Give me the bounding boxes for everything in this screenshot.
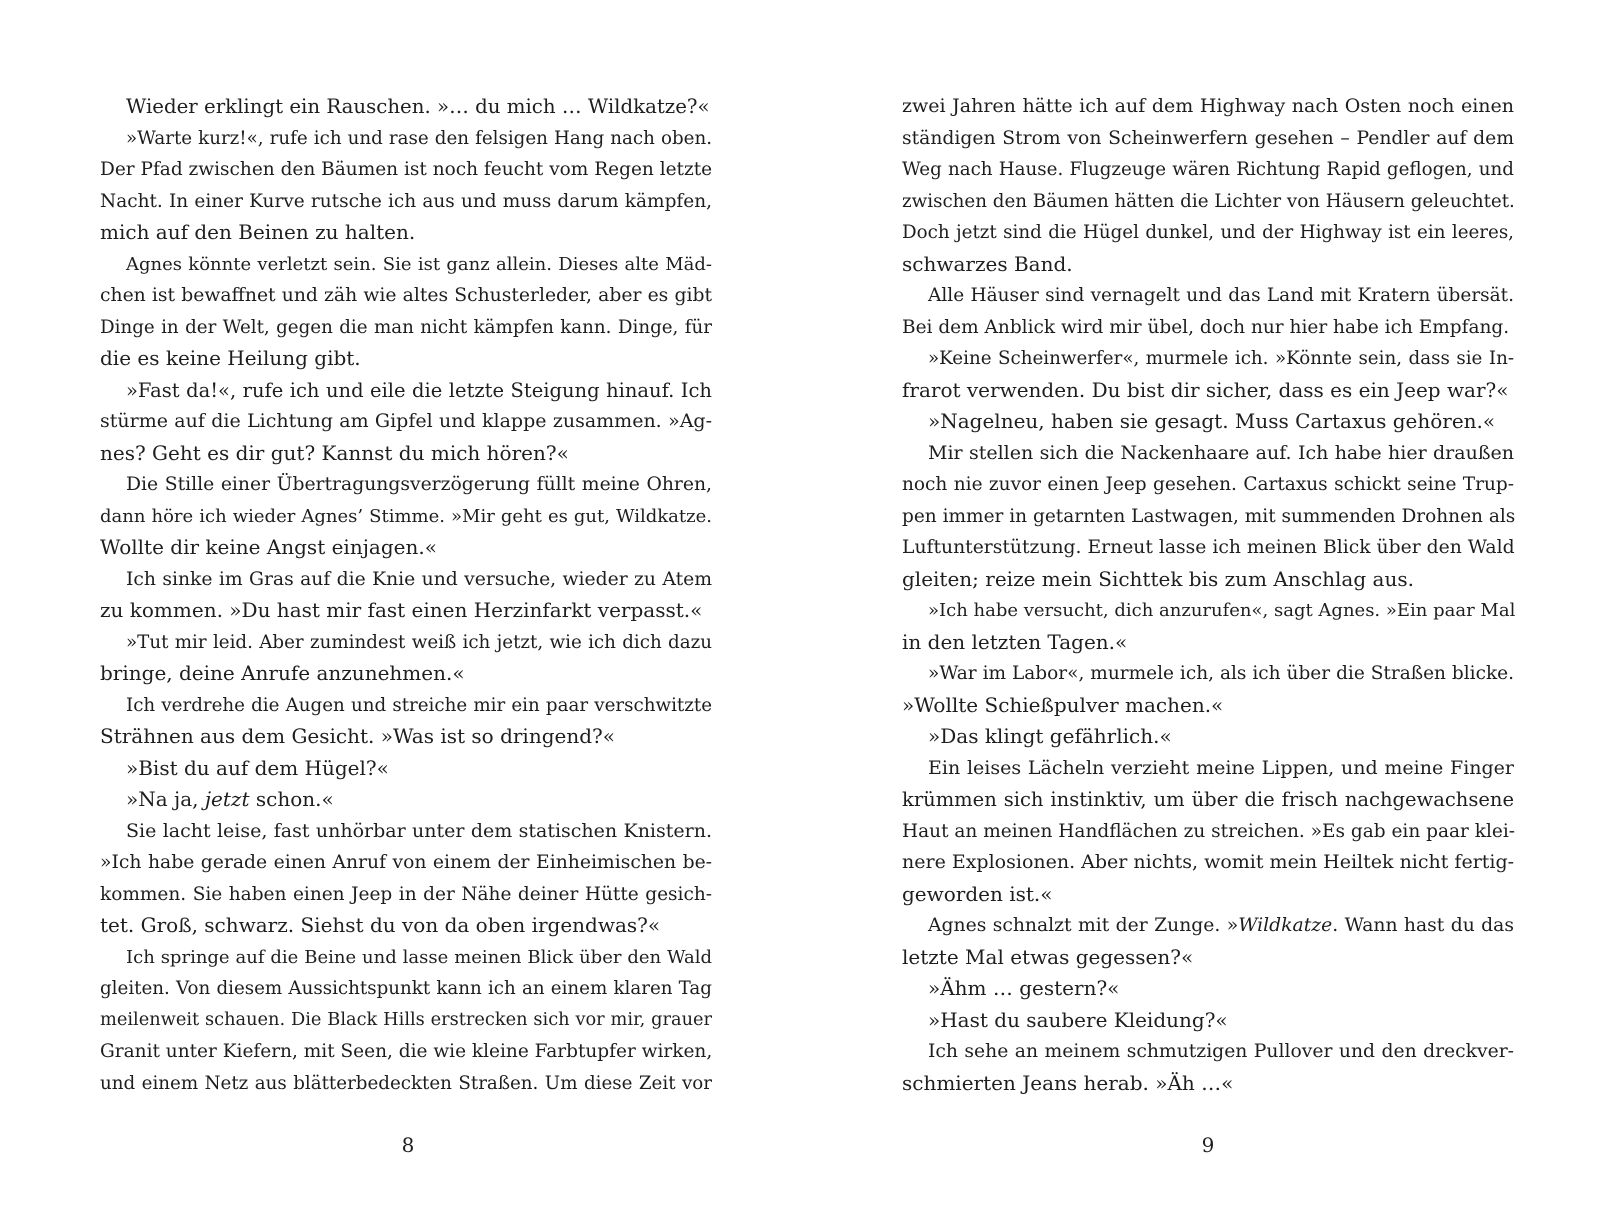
text-line: »Ähm … gestern?«	[928, 976, 1120, 1000]
text-line: tet. Groß, schwarz. Siehst du von da oben irgendwas?«	[100, 913, 661, 937]
text-line: Wollte dir keine Angst einjagen.«	[100, 535, 437, 559]
text-line: »Bist du auf dem Hügel?«	[126, 755, 389, 780]
text-line: Wieder erklingt ein Rauschen. »… du mich … Wildkatze?«	[126, 95, 710, 118]
text-line: »Warte kurz!«, rufe ich und rase den felsigen Hang nach oben.	[126, 127, 712, 149]
text-line: chen ist bewaffnet und zäh wie altes Schusterleder, aber es gibt	[100, 285, 712, 306]
text-line: Dinge in der Welt, gegen die man nicht kämpfen kann. Dinge, für	[100, 316, 712, 338]
text-line: Agnes könnte verletzt sein. Sie ist ganz allein. Dieses alte Mäd-	[126, 253, 712, 275]
left-page-number: 8	[401, 1133, 415, 1157]
text-line: Ein leises Lächeln verzieht meine Lippen, und meine Finger	[928, 756, 1514, 779]
left-page-text	[100, 91, 712, 1099]
text-line: Doch jetzt sind die Hügel dunkel, und der Highway ist ein leeres,	[902, 222, 1514, 243]
text-line: »Fast da!«, rufe ich und eile die letzte Steigung hinauf. Ich	[126, 378, 712, 402]
text-line: Ich verdrehe die Augen und streiche mir ein paar verschwitzte	[126, 694, 712, 716]
text-line: »Ich habe versucht, dich anzurufen«, sagt Agnes. »Ein paar Mal	[928, 600, 1516, 621]
text-line: kommen. Sie haben einen Jeep in der Nähe deiner Hütte gesich-	[100, 883, 712, 905]
right-page-number: 9	[1201, 1133, 1215, 1157]
text-line: noch nie zuvor einen Jeep gesehen. Cartaxus schickt seine Trup-	[902, 474, 1514, 495]
text-line: pen immer in getarnten Lastwagen, mit summenden Drohnen als	[902, 505, 1516, 527]
text-line: die es keine Heilung gibt.	[100, 346, 361, 370]
text-line: Ich sinke im Gras auf die Knie und versuche, wieder zu Atem	[126, 568, 712, 590]
text-line: Luftunterstützung. Erneut lasse ich meinen Blick über den Wald	[902, 537, 1515, 558]
right-page-text	[902, 91, 1514, 1099]
text-line: meilenweit schauen. Die Black Hills erstrecken sich vor mir, grauer	[100, 1009, 712, 1030]
text-line: stürme auf die Lichtung am Gipfel und klappe zusammen. »Ag-	[100, 410, 712, 432]
text-line: gleiten. Von diesem Aussichtspunkt kann ich an einem klaren Tag	[100, 978, 712, 999]
text-line: und einem Netz aus blätterbedeckten Straßen. Um diese Zeit vor	[100, 1072, 712, 1094]
text-line: Ich springe auf die Beine und lasse meinen Blick über den Wald	[126, 946, 712, 968]
text-line: zwischen den Bäumen hätten die Lichter von Häusern geleuchtet.	[902, 190, 1515, 212]
text-line: zwei Jahren hätte ich auf dem Highway nach Osten noch einen	[902, 95, 1514, 117]
text-line: nes? Geht es dir gut? Kannst du mich hören?«	[100, 440, 569, 465]
text-line: »Hast du saubere Kleidung?«	[928, 1007, 1228, 1032]
text-line: »Das klingt gefährlich.«	[928, 724, 1172, 748]
text-line: »Keine Scheinwerfer«, murmele ich. »Könnte sein, dass sie In-	[928, 348, 1514, 369]
text-line: schmierten Jeans herab. »Äh …«	[902, 1070, 1234, 1095]
text-line: zu kommen. »Du hast mir fast einen Herzinfarkt verpasst.«	[100, 598, 703, 622]
text-line: mich auf den Beinen zu halten.	[100, 220, 416, 244]
text-line: Strähnen aus dem Gesicht. »Was ist so dringend?«	[100, 724, 615, 748]
text-line: Granit unter Kiefern, mit Seen, die wie kleine Farbtupfer wirken,	[100, 1041, 713, 1062]
text-line: Bei dem Anblick wird mir übel, doch nur hier habe ich Empfang.	[902, 316, 1510, 338]
text-line: Weg nach Hause. Flugzeuge wären Richtung Rapid geflogen, und	[902, 159, 1514, 180]
text-line: »Tut mir leid. Aber zumindest weiß ich jetzt, wie ich dich dazu	[126, 631, 712, 653]
text-line: bringe, deine Anrufe anzunehmen.«	[100, 661, 465, 685]
text-line: in den letzten Tagen.«	[902, 629, 1128, 654]
text-line: gleiten; reize mein Sichttek bis zum Anschlag aus.	[902, 566, 1414, 591]
text-line: Haut an meinen Handflächen zu streichen. »Es gab ein paar klei-	[902, 820, 1515, 842]
text-line: krümmen sich instinktiv, um über die frisch nachgewachsene	[902, 788, 1514, 811]
text-line: »Nagelneu, haben sie gesagt. Muss Cartaxus gehören.«	[928, 409, 1496, 433]
text-line: Ich sehe an meinem schmutzigen Pullover und den dreckver-	[928, 1041, 1514, 1062]
text-line: Der Pfad zwischen den Bäumen ist noch feucht vom Regen letzte	[100, 159, 713, 180]
text-line: Die Stille einer Übertragungsverzögerung füllt meine Ohren,	[126, 474, 712, 495]
text-line: geworden ist.«	[902, 881, 1053, 906]
text-line: »War im Labor«, murmele ich, als ich über die Straßen blicke.	[928, 663, 1514, 684]
text-line: schwarzes Band.	[902, 251, 1073, 276]
text-line: dann höre ich wieder Agnes’ Stimme. »Mir geht es gut, Wildkatze.	[100, 505, 712, 527]
text-line: »Na ja, jetzt schon.«	[126, 787, 334, 811]
text-line: Agnes schnalzt mit der Zunge. »Wildkatze. Wann hast du das	[928, 915, 1514, 936]
text-line: »Ich habe gerade einen Anruf von einem der Einheimischen be-	[100, 852, 712, 873]
text-line: Sie lacht leise, fast unhörbar unter dem statischen Knistern.	[126, 819, 712, 842]
text-line: Nacht. In einer Kurve rutsche ich aus und muss darum kämpfen,	[100, 190, 712, 212]
text-line: Mir stellen sich die Nackenhaare auf. Ich habe hier draußen	[928, 441, 1514, 464]
text-line: letzte Mal etwas gegessen?«	[902, 944, 1194, 969]
text-line: Alle Häuser sind vernagelt und das Land mit Kratern übersät.	[928, 285, 1514, 306]
text-line: ständigen Strom von Scheinwerfern gesehen – Pendler auf dem	[902, 127, 1514, 149]
text-line: frarot verwenden. Du bist dir sicher, dass es ein Jeep war?«	[902, 377, 1509, 402]
text-line: »Wollte Schießpulver machen.«	[902, 692, 1224, 717]
text-line: nere Explosionen. Aber nichts, womit mein Heiltek nicht fertig-	[902, 851, 1515, 873]
